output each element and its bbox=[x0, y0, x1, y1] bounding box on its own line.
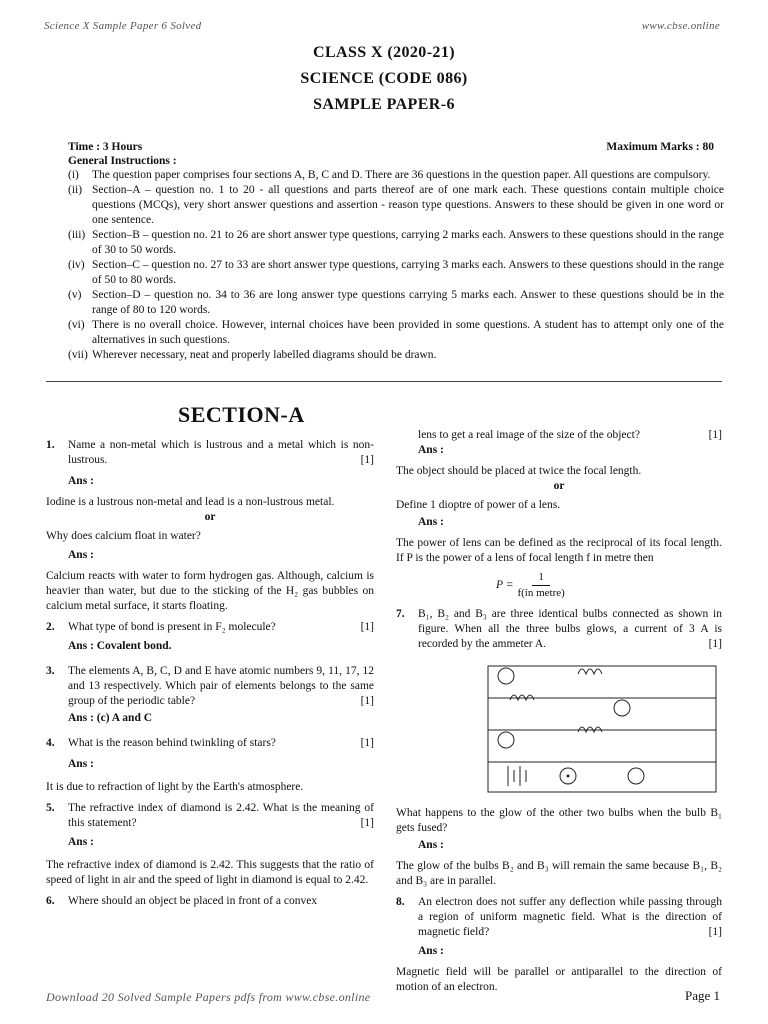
running-header-url: www.cbse.online bbox=[641, 20, 720, 32]
section-heading: SECTION-A bbox=[178, 402, 305, 427]
divider bbox=[46, 381, 722, 382]
instruction-item bbox=[68, 348, 724, 363]
running-header-title: Science X Sample Paper 6 Solved bbox=[44, 20, 202, 32]
instruction-number: (iv) bbox=[68, 259, 85, 271]
answer-label: Ans : bbox=[68, 475, 94, 487]
answer-7: The glow of the bulbs B₂ and B₃ will remain the same because B₁, B₂ and B₃ are in parallel. bbox=[396, 860, 722, 887]
answer-label: Ans : bbox=[418, 839, 444, 851]
instruction-item bbox=[68, 183, 724, 228]
answer-5: The refractive index of diamond is 2.42. This suggests that the ratio of speed of light in air and the speed of light in diamond is equal to 2.42. bbox=[46, 859, 374, 886]
answer-3: Ans : (c) A and C bbox=[68, 712, 153, 724]
subject-title: SCIENCE (CODE 086) bbox=[300, 70, 468, 87]
max-marks-label: Maximum Marks : 80 bbox=[606, 141, 714, 153]
class-title: CLASS X (2020-21) bbox=[313, 44, 455, 61]
answer-label: Ans : bbox=[68, 549, 94, 561]
instructions-list bbox=[68, 168, 724, 363]
instruction-number: (v) bbox=[68, 289, 82, 301]
question-1: 1. Name a non-metal which is lustrous and a metal which is non-lustrous. [1] bbox=[46, 439, 374, 466]
power-formula: P = $\frac{1}{\text{f(in metre)}}$ bbox=[496, 571, 565, 599]
instruction-text: Section–C – question no. 27 to 33 are short answer type questions, carrying 3 marks each. Answers to these questions should in the range of 50 to 80 words. bbox=[92, 259, 724, 286]
instruction-item bbox=[68, 288, 724, 318]
right-column bbox=[396, 428, 722, 995]
instruction-number: (vii) bbox=[68, 349, 88, 361]
instruction-text: Section–D – question no. 34 to 36 are long answer type questions carrying 5 marks each. Answer to these questions should be in the range of 80 to 120 words. bbox=[92, 289, 724, 316]
instruction-number: (i) bbox=[68, 169, 79, 181]
instruction-text: Section–A – question no. 1 to 20 - all questions and parts thereof are of one mark each. These questions contain multiple choice questions (MCQs), very short answer questions and assertion - reason type questions. Answers to these should be given in one word or one sentence. bbox=[92, 184, 724, 226]
instruction-text: Wherever necessary, neat and properly labelled diagrams should be drawn. bbox=[92, 349, 437, 361]
question-6-cont: lens to get a real image of the size of the object? [1] bbox=[418, 429, 722, 441]
question-1-alt: Why does calcium float in water? bbox=[46, 530, 201, 542]
instruction-item bbox=[68, 168, 724, 183]
question-6-alt: Define 1 dioptre of power of a lens. bbox=[396, 499, 561, 511]
answer-8: Magnetic field will be parallel or antiparallel to the direction of motion of an electron. bbox=[396, 966, 722, 993]
footer-download-link[interactable]: Download 20 Solved Sample Papers pdfs from www.cbse.online bbox=[46, 990, 371, 1004]
question-4: 4. What is the reason behind twinkling of stars? [1] bbox=[46, 737, 374, 749]
answer-6: The object should be placed at twice the focal length. bbox=[396, 465, 642, 477]
page-number: Page 1 bbox=[684, 988, 720, 1003]
instruction-text: The question paper comprises four sections A, B, C and D. There are 36 questions in the question paper. All questions are compulsory. bbox=[92, 169, 711, 181]
question-8: 8. An electron does not suffer any deflection while passing through a region of uniform magnetic field. What is the direction of magnetic field? [1] bbox=[396, 896, 722, 938]
answer-label: Ans : bbox=[68, 758, 94, 770]
time-label: Time : 3 Hours bbox=[68, 141, 143, 153]
instruction-number: (vi) bbox=[68, 319, 85, 331]
circuit-diagram bbox=[482, 660, 722, 798]
answer-2: Ans : Covalent bond. bbox=[68, 640, 172, 652]
question-3: 3. The elements A, B, C, D and E have atomic numbers 9, 11, 17, 12 and 13 respectively. Which pair of elements belongs to the same group of the periodic table? [1] bbox=[46, 665, 374, 707]
answer-6-alt: The power of lens can be defined as the reciprocal of its focal length. If P is the power of a lens of focal length f in metre then bbox=[396, 537, 722, 564]
general-instructions-heading: General Instructions : bbox=[68, 155, 177, 167]
question-2: 2. What type of bond is present in F₂ molecule? [1] bbox=[46, 621, 374, 633]
or-label: or bbox=[204, 511, 216, 523]
answer-label: Ans : bbox=[418, 516, 444, 528]
instruction-item bbox=[68, 228, 724, 258]
bulb-b1 bbox=[578, 669, 602, 674]
question-7: 7. B₁, B₂ and B₃ are three identical bulbs connected as shown in figure. When all the three bulbs glows, a current of 3 A is recorded by the ammeter A. [1] bbox=[396, 608, 722, 650]
paper-title: SAMPLE PAPER-6 bbox=[313, 96, 455, 113]
answer-label: Ans : bbox=[418, 444, 444, 456]
instruction-number: (ii) bbox=[68, 184, 83, 196]
answer-label: Ans : bbox=[418, 945, 444, 957]
question-5: 5. The refractive index of diamond is 2.42. What is the meaning of this statement? [1] bbox=[46, 802, 374, 829]
answer-label: Ans : bbox=[68, 836, 94, 848]
answer-4: It is due to refraction of light by the Earth's atmosphere. bbox=[46, 781, 304, 793]
instruction-text: Section–B – question no. 21 to 26 are short answer type questions, carrying 2 marks each. Answers to these questions should in the range of 30 to 50 words. bbox=[92, 229, 724, 256]
question-6: 6. Where should an object be placed in front of a convex bbox=[46, 895, 318, 907]
or-label: or bbox=[553, 480, 565, 492]
answer-1: Iodine is a lustrous non-metal and lead is a non-lustrous metal. bbox=[46, 496, 335, 508]
question-7-part: What happens to the glow of the other two bulbs when the bulb B₁ gets fused? bbox=[396, 807, 722, 834]
left-column bbox=[46, 438, 374, 909]
instruction-number: (iii) bbox=[68, 229, 86, 241]
instruction-text: There is no overall choice. However, internal choices have been provided in some questions. A student has to attempt only one of the alternatives in such questions. bbox=[92, 319, 724, 346]
instruction-item bbox=[68, 318, 724, 348]
answer-1-alt: Calcium reacts with water to form hydrogen gas. Although, calcium is heavier than water, but due to the sticking of the H₂ gas bubbles on calcium metal surface, it starts floating. bbox=[46, 570, 374, 612]
instruction-item bbox=[68, 258, 724, 288]
